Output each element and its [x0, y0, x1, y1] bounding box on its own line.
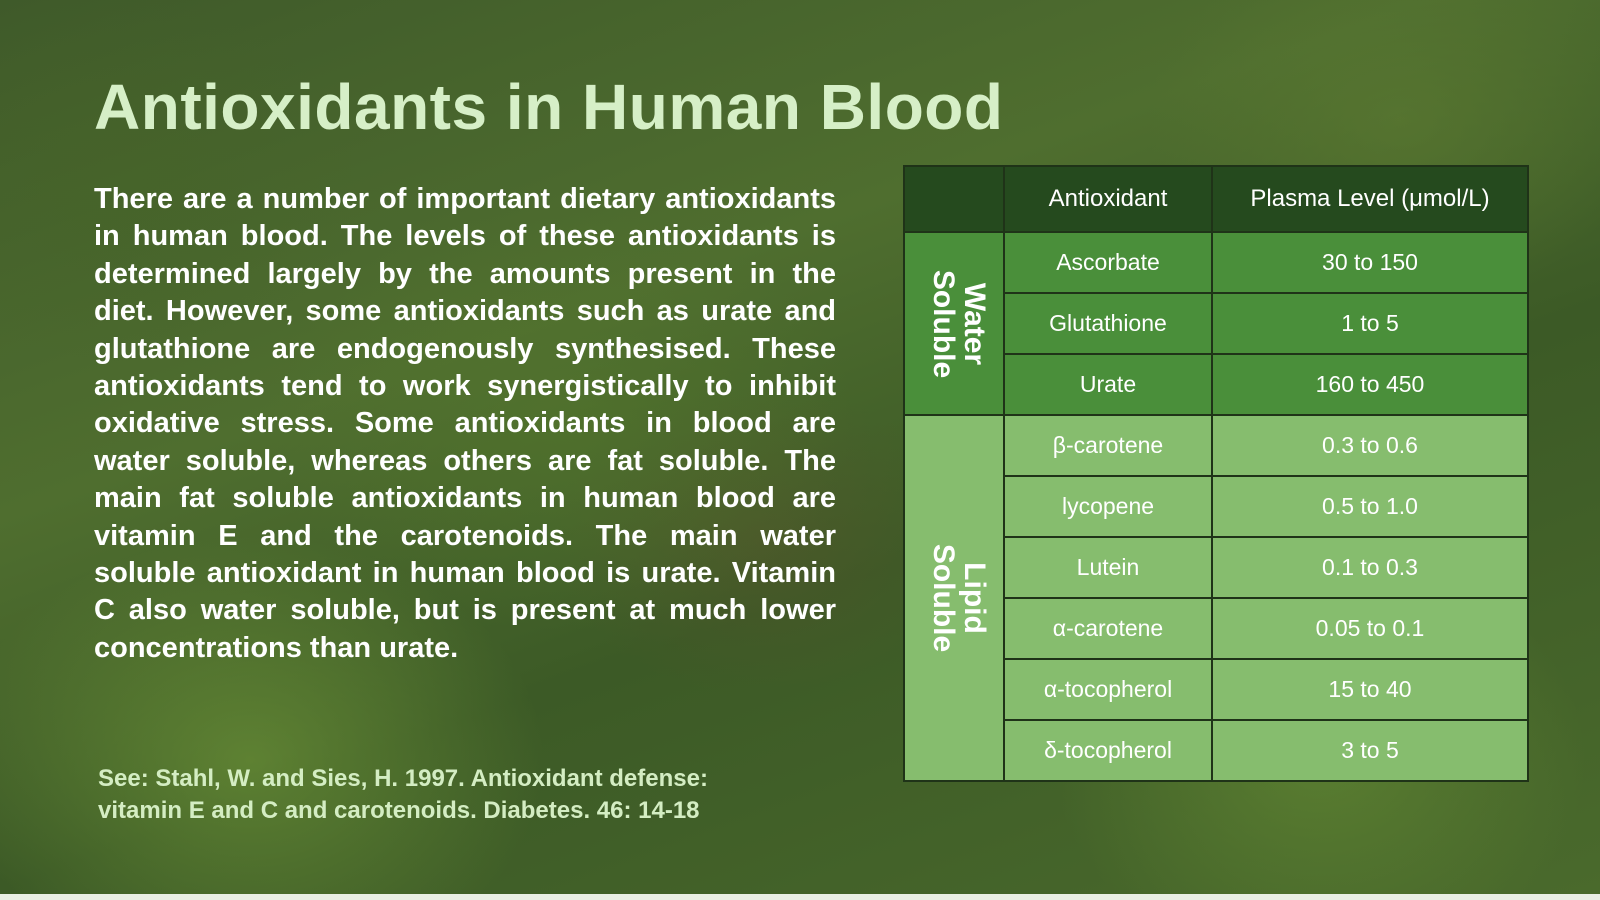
- plasma-level: 30 to 150: [1212, 232, 1528, 293]
- reference-line-2: vitamin E and C and carotenoids. Diabetes. 46: 14-18: [98, 797, 700, 824]
- antioxidant-name: α-carotene: [1004, 598, 1212, 659]
- reference-line-1: See: Stahl, W. and Sies, H. 1997. Antioxidant defense:: [98, 765, 708, 792]
- plasma-level: 0.3 to 0.6: [1212, 415, 1528, 476]
- group-lipid-soluble: [904, 415, 1004, 781]
- antioxidant-name: α-tocopherol: [1004, 659, 1212, 720]
- header-plasma-level: Plasma Level (μmol/L): [1212, 166, 1528, 232]
- header-group-cell: [904, 166, 1004, 232]
- plasma-level: 1 to 5: [1212, 293, 1528, 354]
- antioxidant-name: Lutein: [1004, 537, 1212, 598]
- slide-title: Antioxidants in Human Blood: [94, 71, 1004, 143]
- plasma-level: 0.5 to 1.0: [1212, 476, 1528, 537]
- plasma-level: 3 to 5: [1212, 720, 1528, 781]
- header-antioxidant: Antioxidant: [1004, 166, 1212, 232]
- antioxidant-name: Ascorbate: [1004, 232, 1212, 293]
- plasma-level: 160 to 450: [1212, 354, 1528, 415]
- plasma-level: 0.1 to 0.3: [1212, 537, 1528, 598]
- group-label-lipid: Lipid Soluble: [927, 543, 992, 653]
- antioxidant-name: δ-tocopherol: [1004, 720, 1212, 781]
- group-label-water: Water Soluble: [927, 269, 992, 378]
- antioxidant-name: Urate: [1004, 354, 1212, 415]
- table-header-row: [904, 166, 1528, 232]
- antioxidant-table-container: [903, 165, 1527, 782]
- body-paragraph: There are a number of important dietary antioxidants in human blood. The levels of these antioxidants is determined largely by the amounts present in the diet. However, some antioxidants such as urate and glutathione are endogenously synthesised. These antioxidants tend to work synergistically to inhibit oxidative stress. Some antioxidants in blood are water soluble, whereas others are fat soluble. The main fat soluble antioxidants in human blood are vitamin E and the carotenoids. The main water soluble antioxidant in human blood is urate. Vitamin C also water soluble, but is present at much lower concentrations than urate.: [94, 183, 836, 664]
- plasma-level: 15 to 40: [1212, 659, 1528, 720]
- antioxidant-name: Glutathione: [1004, 293, 1212, 354]
- antioxidant-table: [903, 165, 1529, 782]
- table-row: [904, 232, 1528, 293]
- antioxidant-name: lycopene: [1004, 476, 1212, 537]
- antioxidant-name: β-carotene: [1004, 415, 1212, 476]
- reference-citation: [98, 763, 818, 827]
- table-row: [904, 415, 1528, 476]
- plasma-level: 0.05 to 0.1: [1212, 598, 1528, 659]
- group-water-soluble: [904, 232, 1004, 415]
